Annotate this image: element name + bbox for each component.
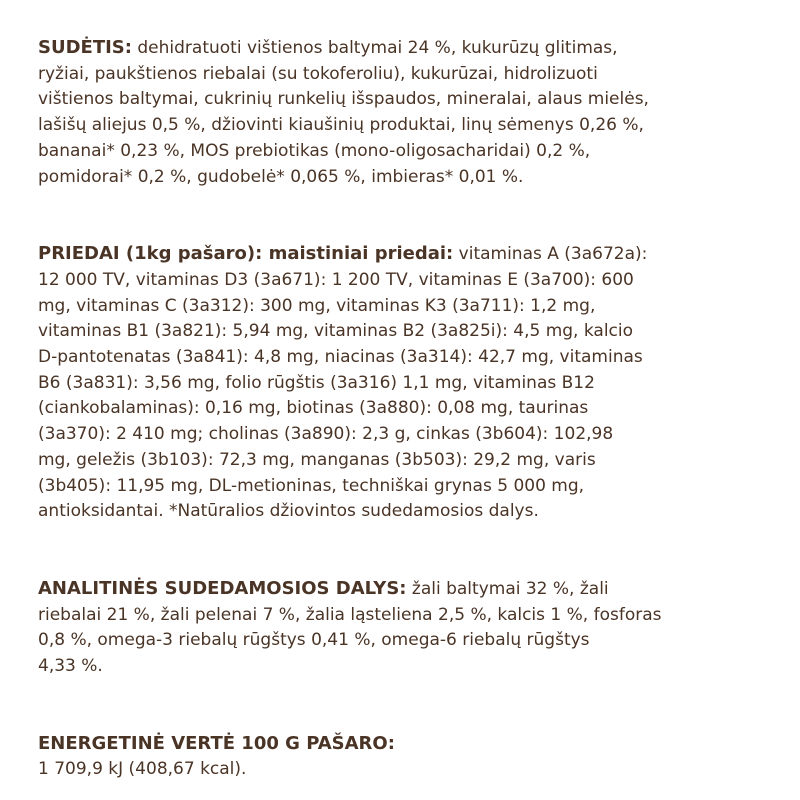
analytical-label: ANALITINĖS SUDEDAMOSIOS DALYS: [38, 577, 407, 599]
energy-section [38, 731, 768, 783]
energy-label: ENERGETINĖ VERTĖ 100 G PAŠARO: [38, 732, 395, 754]
energy-text: 1 709,9 kJ (408,67 kcal). [38, 759, 247, 780]
analytical-text: žali baltymai 32 %, žali riebalai 21 %, žali pelenai 7 %, žalia ląsteliena 2,5 %, kalcis 1 %, fosforas 0,8 %, omega-3 riebalų rūgštys 0,41 %, omega-6 riebalų rūgštys 4,33 %. [38, 578, 662, 677]
additives-label: PRIEDAI (1kg pašaro): maistiniai priedai: [38, 243, 454, 265]
additives-section [38, 241, 768, 525]
composition-text: dehidratuoti vištienos baltymai 24 %, kukurūzų glitimas, ryžiai, paukštienos riebalai (su tokoferoliu), kukurūzai, hidrolizuoti vištienos baltymai, cukrinių runkelių išspaudos, mineralai, alaus mielės, lašišų aliejus 0,5 %, džiovinti kiaušinių produktai, linų sėmenys 0,26 %, bananai* 0,23 %, MOS prebiotikas (mono-oligosacharidai) 0,2 %, pomidorai* 0,2 %, gudobelė* 0,065 %, imbieras* 0,01 %. [38, 38, 649, 187]
analytical-section [38, 576, 768, 680]
composition-label: SUDĖTIS: [38, 37, 132, 58]
additives-text: vitaminas A (3a672a): 12 000 TV, vitaminas D3 (3a671): 1 200 TV, vitaminas E (3a700): 600 mg, vitaminas C (3a312): 300 mg, vitaminas K3 (3a711): 1,2 mg, vitaminas B1 (3a821): 5,94 mg, vitaminas B2 (3a825i): 4,5 mg, kalcio D-pantotenatas (3a841): 4,8 mg, niacinas (3a314): 42,7 mg, vitaminas B6 (3a831): 3,56 mg, folio rūgštis (3a316) 1,1 mg, vitaminas B12 (ciankobalaminas): 0,16 mg, biotinas (3a880): 0,08 mg, taurinas (3a370): 2 410 mg; cholinas (3a890): 2,3 g, cinkas (3b604): 102,98 mg, geležis (3b103): 72,3 mg, manganas (3b503): 29,2 mg, varis (3b405): 11,95 mg, DL-metioninas, techniškai grynas 5 000 mg, antioksidantai. *Natūralios džiovintos sudedamosios dalys. [38, 244, 648, 522]
composition-document [38, 35, 768, 783]
composition-section [38, 35, 768, 190]
